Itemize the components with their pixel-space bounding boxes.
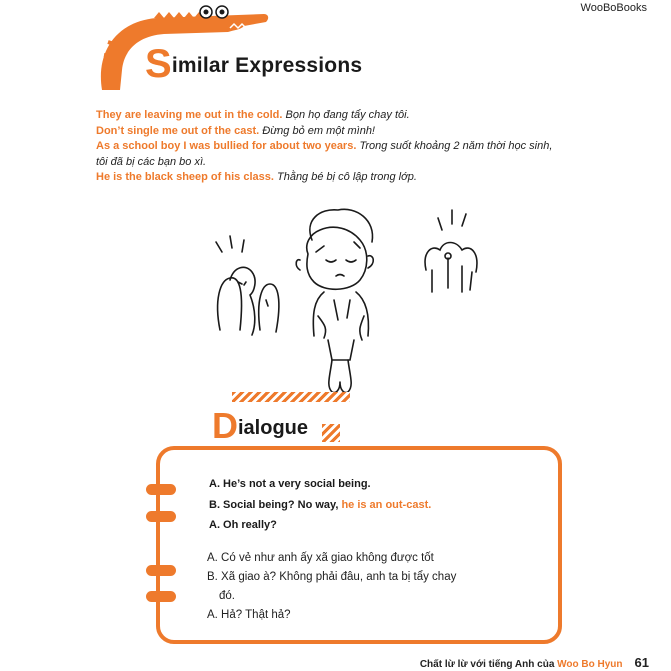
expression-english: He is the black sheep of his class.: [96, 171, 274, 183]
expression-vietnamese: Trong suốt khoảng 2 năm thời học sinh, tôi đã bị các bạn bo xì.: [96, 140, 553, 168]
dialogue-title-rest: ialogue: [238, 417, 309, 439]
section-title: [145, 44, 362, 84]
expression-english: They are leaving me out in the cold.: [96, 109, 283, 121]
expression-vietnamese: Đừng bỏ em một mình!: [262, 124, 375, 137]
expression-item: [96, 124, 566, 140]
dialogue-hatch-decoration: [232, 392, 350, 402]
binder-ring: [146, 591, 176, 602]
dialogue-line: A. He’s not a very social being.: [209, 478, 371, 490]
section-title-rest: imilar Expressions: [171, 54, 363, 77]
expression-vietnamese: Bọn họ đang tẩy chay tôi.: [285, 109, 410, 121]
expression-item: [96, 170, 566, 186]
expression-item: [96, 139, 566, 170]
dialogue-translation-line: đó.: [219, 590, 235, 602]
dialogue-english: [209, 474, 431, 536]
dialogue-title-initial: D: [212, 405, 238, 446]
dialogue-vietnamese: [207, 549, 507, 625]
expression-english: Don’t single me out of the cast.: [96, 124, 260, 137]
dialogue-translation-line: A. Hả? Thật hả?: [207, 609, 291, 621]
footer-book-title: Chất lừ lừ với tiếng Anh của: [419, 659, 558, 670]
expression-english: As a school boy I was bullied for about two years.: [96, 140, 357, 152]
binder-ring: [146, 484, 176, 495]
footer-author: Woo Bo Hyun: [557, 659, 623, 670]
page-number: 61: [634, 655, 649, 670]
section-title-initial: S: [145, 42, 172, 86]
dialogue-line-prefix: B. Social being? No way,: [209, 498, 342, 511]
dialogue-line: [209, 495, 431, 516]
expression-item: [96, 108, 566, 124]
binder-ring: [146, 511, 176, 522]
dialogue-highlight: he is an out-cast.: [341, 498, 432, 511]
binder-ring: [146, 565, 176, 576]
dialogue-title: [212, 405, 309, 446]
page-footer: [420, 655, 649, 670]
lonely-boy-illustration: [200, 200, 480, 400]
dialogue-translation-line: B. Xã giao à? Không phải đâu, anh ta bị tẩy chay: [207, 571, 457, 583]
dialogue-line: A. Oh really?: [209, 519, 277, 531]
expression-vietnamese: Thằng bé bị cô lập trong lớp.: [276, 171, 417, 183]
dialogue-translation-line: A. Có vẻ như anh ấy xã giao không được tốt: [207, 552, 434, 564]
expressions-list: [96, 108, 566, 186]
publisher-brand: WooBoBooks: [580, 2, 647, 14]
dialogue-hatch-decoration: [322, 424, 340, 442]
